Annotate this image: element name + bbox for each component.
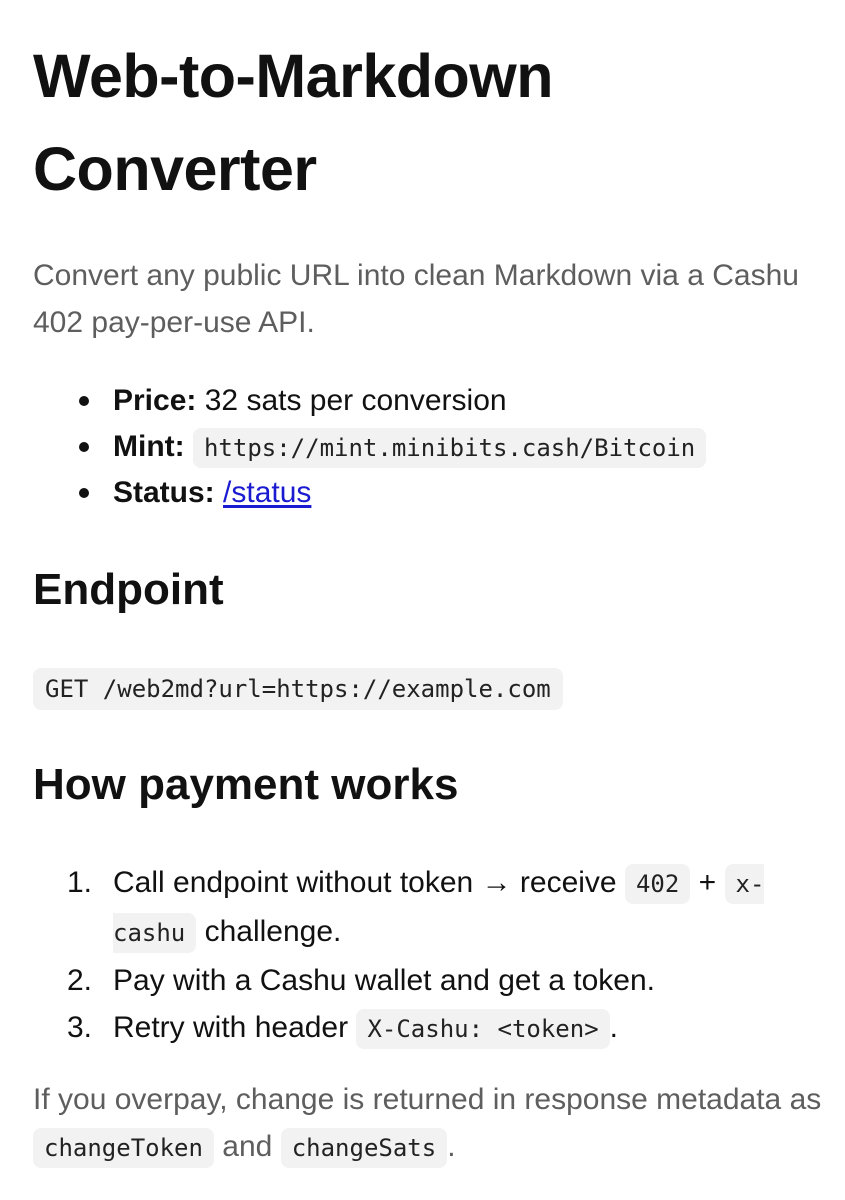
step-text: challenge. [204,915,342,948]
outro-text: If you overpay, change is returned in response metadata as [33,1083,822,1116]
mint-url-code: https://mint.minibits.cash/Bitcoin [193,428,706,468]
price-value: 32 sats per conversion [204,384,507,417]
payment-heading: How payment works [33,760,459,809]
payment-step-2 [33,957,813,1004]
step-text: Retry with header [113,1011,349,1044]
endpoint-code-block: GET /web2md?url=https://example.com [33,668,563,710]
step-text: Pay with a Cashu wallet and get a token. [113,964,655,997]
meta-item-mint [33,424,706,470]
endpoint-heading: Endpoint [33,565,224,614]
step-number: 1. [67,866,93,899]
intro-paragraph: Convert any public URL into clean Markdown via a Cashu 402 pay-per-use API. [33,259,799,339]
x-cashu-code: x-cashu [113,864,764,953]
meta-item-status [33,470,706,516]
page-title: Web-to-Markdown Converter [33,42,553,203]
price-label: Price: [113,384,197,417]
outro-text: . [447,1130,456,1163]
mint-label: Mint: [113,430,185,463]
step-text: + [698,866,717,899]
meta-item-price [33,378,706,424]
payment-steps-list [33,859,813,1053]
status-code-402: 402 [625,864,690,904]
status-link[interactable]: /status [223,476,312,509]
step-number: 2. [67,964,93,997]
meta-list [33,378,706,516]
step-text: Call endpoint without token → receive [113,866,617,899]
step-text: . [609,1011,618,1044]
status-label: Status: [113,476,215,509]
step-number: 3. [67,1011,93,1044]
bullet-icon [79,488,89,498]
bullet-icon [79,442,89,452]
payment-step-3 [33,1004,813,1053]
bullet-icon [79,396,89,406]
change-sats-code: changeSats [281,1128,448,1168]
header-code: X-Cashu: <token> [356,1009,609,1049]
outro-paragraph [33,1076,823,1172]
payment-step-1 [33,859,813,957]
outro-text: and [222,1130,273,1163]
change-token-code: changeToken [33,1128,214,1168]
